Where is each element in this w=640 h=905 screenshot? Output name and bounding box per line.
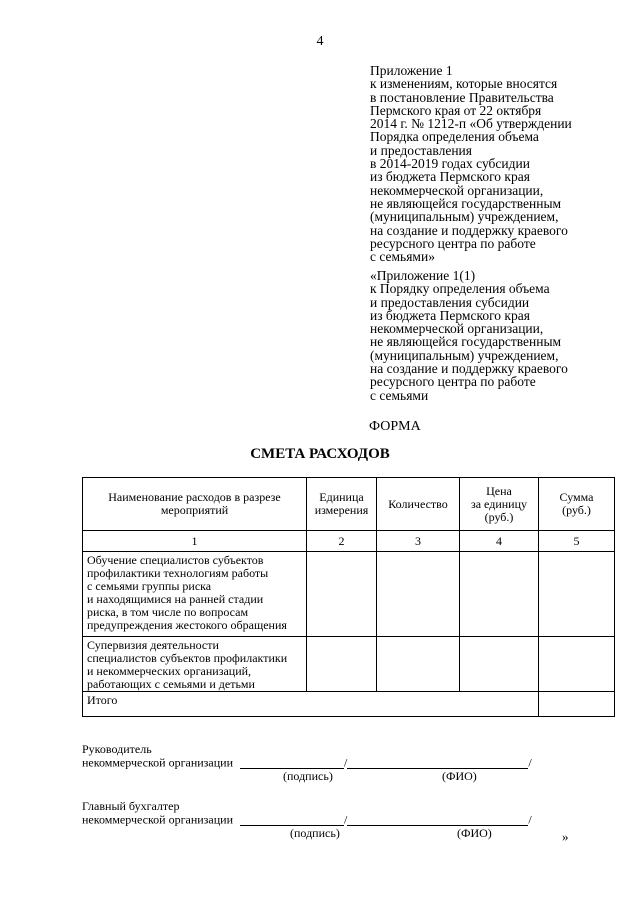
- table-row: [83, 637, 615, 692]
- column-number: 2: [307, 531, 377, 552]
- annex-1-line: в 2014-2019 годах субсидии: [370, 156, 530, 172]
- expense-name-cell: [83, 552, 307, 637]
- annex-1-1-line: некоммерческой организации,: [370, 321, 544, 337]
- header-line: за единицу: [470, 496, 528, 511]
- expense-name-line: Супервизия деятельности: [87, 638, 219, 652]
- column-number: 3: [377, 531, 460, 552]
- expense-name-line: специалистов субъектов профилактики: [87, 651, 288, 665]
- signature-role-line: Главный бухгалтер: [82, 799, 180, 813]
- expense-name-line: профилактики технологиям работы: [87, 566, 269, 580]
- annex-1-line: к изменениям, которые вносятся: [370, 76, 558, 92]
- separator-slash: /: [528, 812, 532, 827]
- column-number-row: [83, 531, 615, 552]
- annex-1-line: и предоставления: [370, 142, 472, 158]
- expense-estimate-table: [82, 477, 615, 717]
- annex-1-line: Пермского края от 22 октября: [370, 102, 542, 118]
- unit-price-cell: [460, 637, 539, 692]
- signature-caption: (подпись): [283, 769, 333, 783]
- separator-slash: /: [528, 755, 532, 770]
- separator-slash: /: [344, 812, 348, 827]
- unit-price-cell: [460, 552, 539, 637]
- signature-role-line: некоммерческой организации: [82, 812, 234, 827]
- table-header-row: [83, 478, 615, 531]
- unit-cell: [307, 552, 377, 637]
- annex-1-line: в постановление Правительства: [370, 89, 554, 105]
- annex-1-line: Приложение 1: [370, 63, 453, 78]
- full-name-line: [347, 813, 528, 826]
- header-line: (руб.): [484, 509, 514, 524]
- header-line: Цена: [486, 483, 512, 498]
- amount-cell: [539, 552, 615, 637]
- header-line: измерения: [314, 503, 369, 517]
- header-line: Количество: [388, 496, 448, 511]
- header-unit-price: [460, 478, 539, 531]
- annex-1-1-line: ресурсного центра по работе: [370, 374, 536, 390]
- expense-name-line: и находящимися на ранней стадии: [87, 592, 264, 606]
- expense-name-line: с семьями группы риска: [87, 579, 212, 593]
- expense-name-line: предупреждения жестокого обращения: [87, 618, 287, 632]
- header-line: Единица: [319, 490, 364, 504]
- total-label: Итого: [83, 692, 539, 717]
- form-label: ФОРМА: [369, 419, 421, 434]
- signature-captions: [82, 826, 622, 840]
- signature-block-director: [82, 743, 622, 783]
- annex-1-line: некоммерческой организации,: [370, 182, 544, 198]
- annex-1-header: [370, 64, 620, 263]
- annex-1-1-line: (муниципальным) учреждением,: [370, 347, 559, 363]
- annex-1-line: из бюджета Пермского края: [370, 169, 530, 185]
- signature-line: [240, 756, 344, 769]
- annex-1-line: ресурсного центра по работе: [370, 235, 536, 251]
- header-unit: [307, 478, 377, 531]
- signature-row: [82, 756, 622, 769]
- header-expense-name: [83, 478, 307, 531]
- expense-name-line: риска, в том числе по вопросам: [87, 605, 249, 619]
- header-line: Наименование расходов в разрезе: [108, 490, 281, 504]
- annex-1-1-line: «Приложение 1(1): [370, 268, 476, 283]
- separator-slash: /: [344, 755, 348, 770]
- expense-name-line: и некоммерческих организаций,: [87, 664, 252, 678]
- expense-name-line: Обучение специалистов субъектов: [87, 553, 264, 567]
- signature-caption: (подпись): [290, 826, 340, 840]
- header-amount: [539, 478, 615, 531]
- unit-cell: [307, 637, 377, 692]
- signature-role-line: Руководитель: [82, 742, 152, 756]
- column-number: 5: [539, 531, 615, 552]
- signature-captions: [82, 769, 622, 783]
- page-number: 4: [316, 34, 324, 49]
- annex-1-1-line: к Порядку определения объема: [370, 281, 550, 297]
- document-title: СМЕТА РАСХОДОВ: [250, 446, 390, 462]
- annex-1-1-line: и предоставления субсидии: [370, 294, 530, 310]
- signature-line: [240, 813, 344, 826]
- header-line: мероприятий: [160, 503, 229, 517]
- signature-block-chief-accountant: [82, 800, 622, 840]
- total-amount-cell: [539, 692, 615, 717]
- table-row: [83, 552, 615, 637]
- annex-1-line: 2014 г. № 1212-п «Об утверждении: [370, 116, 572, 132]
- closing-quote: »: [562, 829, 569, 844]
- full-name-line: [347, 756, 528, 769]
- header-line: (руб.): [562, 503, 591, 517]
- annex-1-1-line: из бюджета Пермского края: [370, 307, 530, 323]
- signature-role-line: некоммерческой организации: [82, 755, 234, 770]
- annex-1-line: с семьями»: [370, 249, 435, 265]
- expense-name-line: работающих с семьями и детьми: [87, 677, 255, 691]
- column-number: 4: [460, 531, 539, 552]
- quantity-cell: [377, 552, 460, 637]
- annex-1-1-line: на создание и поддержку краевого: [370, 361, 568, 377]
- quantity-cell: [377, 637, 460, 692]
- annex-1-line: не являющейся государственным: [370, 195, 562, 211]
- total-row: [83, 692, 615, 717]
- annex-1-line: на создание и поддержку краевого: [370, 222, 568, 238]
- amount-cell: [539, 637, 615, 692]
- annex-1-line: (муниципальным) учреждением,: [370, 209, 559, 225]
- signature-row: [82, 813, 622, 826]
- expense-name-cell: [83, 637, 307, 692]
- annex-1-1-header: [370, 269, 620, 402]
- header-quantity: [377, 478, 460, 531]
- header-line: Сумма: [559, 490, 594, 504]
- annex-1-1-line: с семьями: [370, 387, 429, 403]
- annex-1-line: Порядка определения объема: [370, 129, 539, 145]
- full-name-caption: (ФИО): [442, 769, 477, 783]
- annex-1-1-line: не являющейся государственным: [370, 334, 562, 350]
- column-number: 1: [83, 531, 307, 552]
- full-name-caption: (ФИО): [457, 826, 492, 840]
